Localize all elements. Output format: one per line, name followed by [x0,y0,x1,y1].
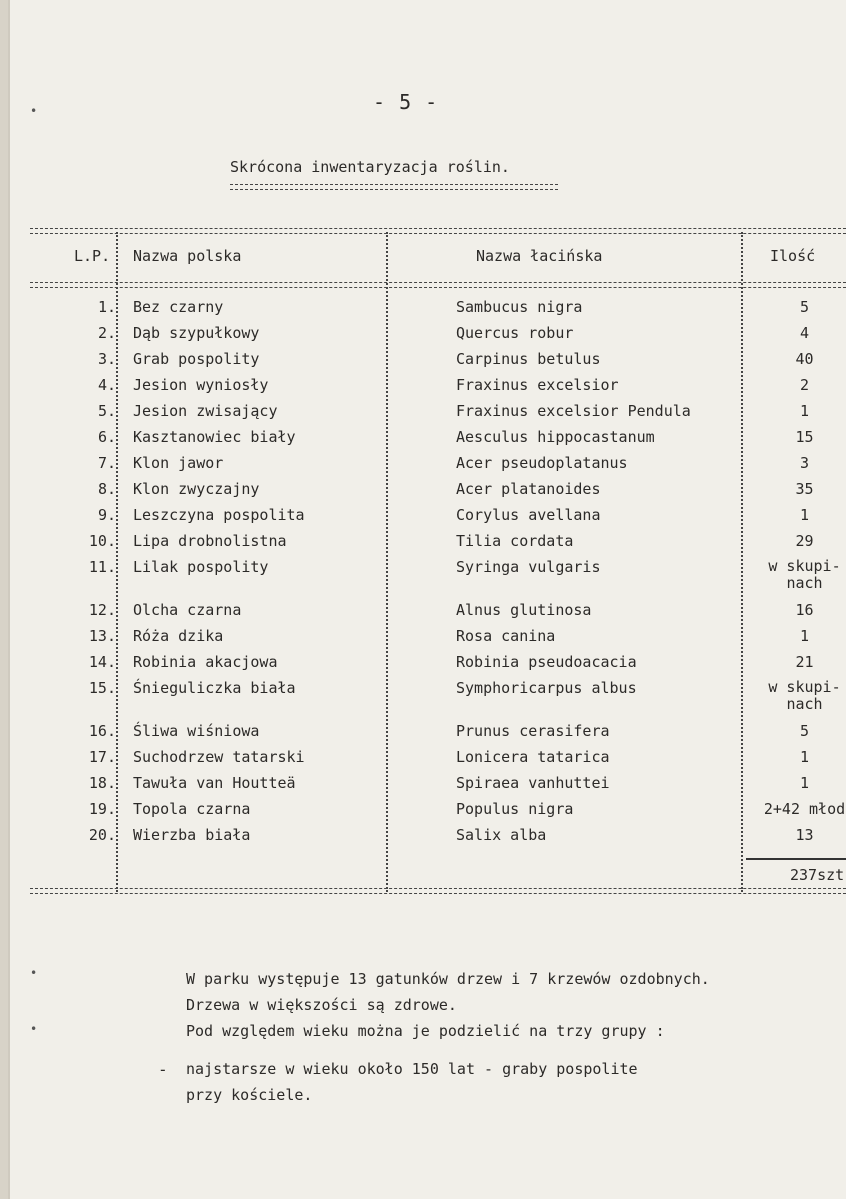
row-latin-name: Populus nigra [456,800,574,818]
row-quantity: 1 [799,627,810,645]
title-underline [230,184,558,190]
table-row [8,298,846,324]
row-polish-name: Leszczyna pospolita [133,506,305,524]
row-lp: 7. [97,454,116,472]
table-row [8,679,846,719]
row-latin-name: Quercus robur [456,324,574,342]
paragraph-line: Drzewa w większości są zdrowe. [186,996,457,1014]
table-row [8,653,846,679]
row-quantity: 35 [795,480,814,498]
row-polish-name: Wierzba biała [133,826,251,844]
table-top-rule [30,228,846,234]
table-row [8,402,846,428]
row-quantity: 15 [795,428,814,446]
row-lp: 2. [97,324,116,342]
table-row [8,800,846,826]
row-lp: 12. [88,601,116,619]
row-lp: 14. [88,653,116,671]
row-quantity: 13 [795,826,814,844]
sum-line [746,858,846,860]
row-polish-name: Klon jawor [133,454,224,472]
row-polish-name: Dąb szypułkowy [133,324,260,342]
bullet-line: najstarsze w wieku około 150 lat - graby pospolite [186,1060,638,1078]
row-quantity: 1 [799,506,810,524]
table-row [8,454,846,480]
margin-mark: • [30,966,38,980]
row-lp: 17. [88,748,116,766]
header-quantity: Ilość [770,247,816,265]
row-latin-name: Robinia pseudoacacia [456,653,637,671]
total-quantity: 237szt [790,866,845,884]
header-latin-name: Nazwa łacińska [476,247,603,265]
page-number: - 5 - [373,90,439,114]
table-row [8,558,846,598]
header-polish-name: Nazwa polska [133,247,242,265]
table-row [8,376,846,402]
row-latin-name: Rosa canina [456,627,556,645]
row-latin-name: Lonicera tatarica [456,748,610,766]
row-quantity: 16 [795,601,814,619]
row-lp: 5. [97,402,116,420]
row-lp: 20. [88,826,116,844]
table-row [8,350,846,376]
row-latin-name: Acer pseudoplatanus [456,454,628,472]
table-header-rule [30,282,846,288]
table-row [8,428,846,454]
row-latin-name: Fraxinus excelsior Pendula [456,402,691,420]
table-row [8,748,846,774]
row-lp: 6. [97,428,116,446]
row-latin-name: Salix alba [456,826,547,844]
row-lp: 15. [88,679,116,697]
row-quantity: 1 [799,402,810,420]
table-row [8,532,846,558]
row-lp: 4. [97,376,116,394]
row-latin-name: Fraxinus excelsior [456,376,619,394]
row-polish-name: Grab pospolity [133,350,260,368]
row-lp: 16. [88,722,116,740]
paragraph-line: W parku występuje 13 gatunków drzew i 7 krzewów ozdobnych. [186,970,710,988]
table-row [8,826,846,852]
row-lp: 9. [97,506,116,524]
row-quantity: 5 [799,722,810,740]
row-latin-name: Acer platanoides [456,480,601,498]
row-lp: 13. [88,627,116,645]
table-row [8,324,846,350]
row-quantity: w skupi-nach [768,557,841,592]
row-quantity: w skupi-nach [768,678,841,713]
row-lp: 1. [97,298,116,316]
row-quantity: 1 [799,748,810,766]
table-row [8,774,846,800]
row-polish-name: Lipa drobnolistna [133,532,287,550]
row-polish-name: Róża dzika [133,627,224,645]
row-quantity: 21 [795,653,814,671]
row-lp: 11. [88,558,116,576]
row-quantity: 2 [799,376,810,394]
table-bottom-rule [30,888,846,894]
margin-mark: • [30,1022,38,1036]
row-latin-name: Alnus glutinosa [456,601,592,619]
row-latin-name: Carpinus betulus [456,350,601,368]
row-latin-name: Prunus cerasifera [456,722,610,740]
row-quantity: 4 [799,324,810,342]
row-lp: 19. [88,800,116,818]
table-row [8,722,846,748]
table-row [8,480,846,506]
paragraph-line: Pod względem wieku można je podzielić na trzy grupy : [186,1022,665,1040]
row-polish-name: Olcha czarna [133,601,242,619]
row-polish-name: Klon zwyczajny [133,480,260,498]
row-polish-name: Topola czarna [133,800,251,818]
bullet-line: przy kościele. [186,1086,313,1104]
header-lp: L.P. [74,247,111,265]
row-lp: 3. [97,350,116,368]
row-lp: 8. [97,480,116,498]
row-quantity: 5 [799,298,810,316]
row-polish-name: Suchodrzew tatarski [133,748,305,766]
table-row [8,601,846,627]
table-row [8,506,846,532]
row-lp: 10. [88,532,116,550]
row-latin-name: Sambucus nigra [456,298,583,316]
row-polish-name: Tawuła van Houtteä [133,774,296,792]
row-quantity: 40 [795,350,814,368]
page-title: Skrócona inwentaryzacja roślin. [230,158,510,176]
row-latin-name: Tilia cordata [456,532,574,550]
row-polish-name: Robinia akacjowa [133,653,278,671]
bullet-dash: - [158,1060,168,1079]
row-quantity: 2+42 młod [763,800,846,818]
row-latin-name: Syringa vulgaris [456,558,601,576]
row-polish-name: Śliwa wiśniowa [133,722,260,740]
row-latin-name: Corylus avellana [456,506,601,524]
table-row [8,627,846,653]
row-lp: 18. [88,774,116,792]
row-latin-name: Spiraea vanhuttei [456,774,610,792]
row-latin-name: Symphoricarpus albus [456,679,637,697]
row-polish-name: Jesion wyniosły [133,376,269,394]
row-latin-name: Aesculus hippocastanum [456,428,655,446]
row-polish-name: Śnieguliczka biała [133,679,296,697]
row-polish-name: Jesion zwisający [133,402,278,420]
document-page [8,0,846,1199]
row-quantity: 3 [799,454,810,472]
margin-mark: • [30,104,38,118]
row-polish-name: Lilak pospolity [133,558,269,576]
row-polish-name: Kasztanowiec biały [133,428,296,446]
row-polish-name: Bez czarny [133,298,224,316]
row-quantity: 1 [799,774,810,792]
row-quantity: 29 [795,532,814,550]
